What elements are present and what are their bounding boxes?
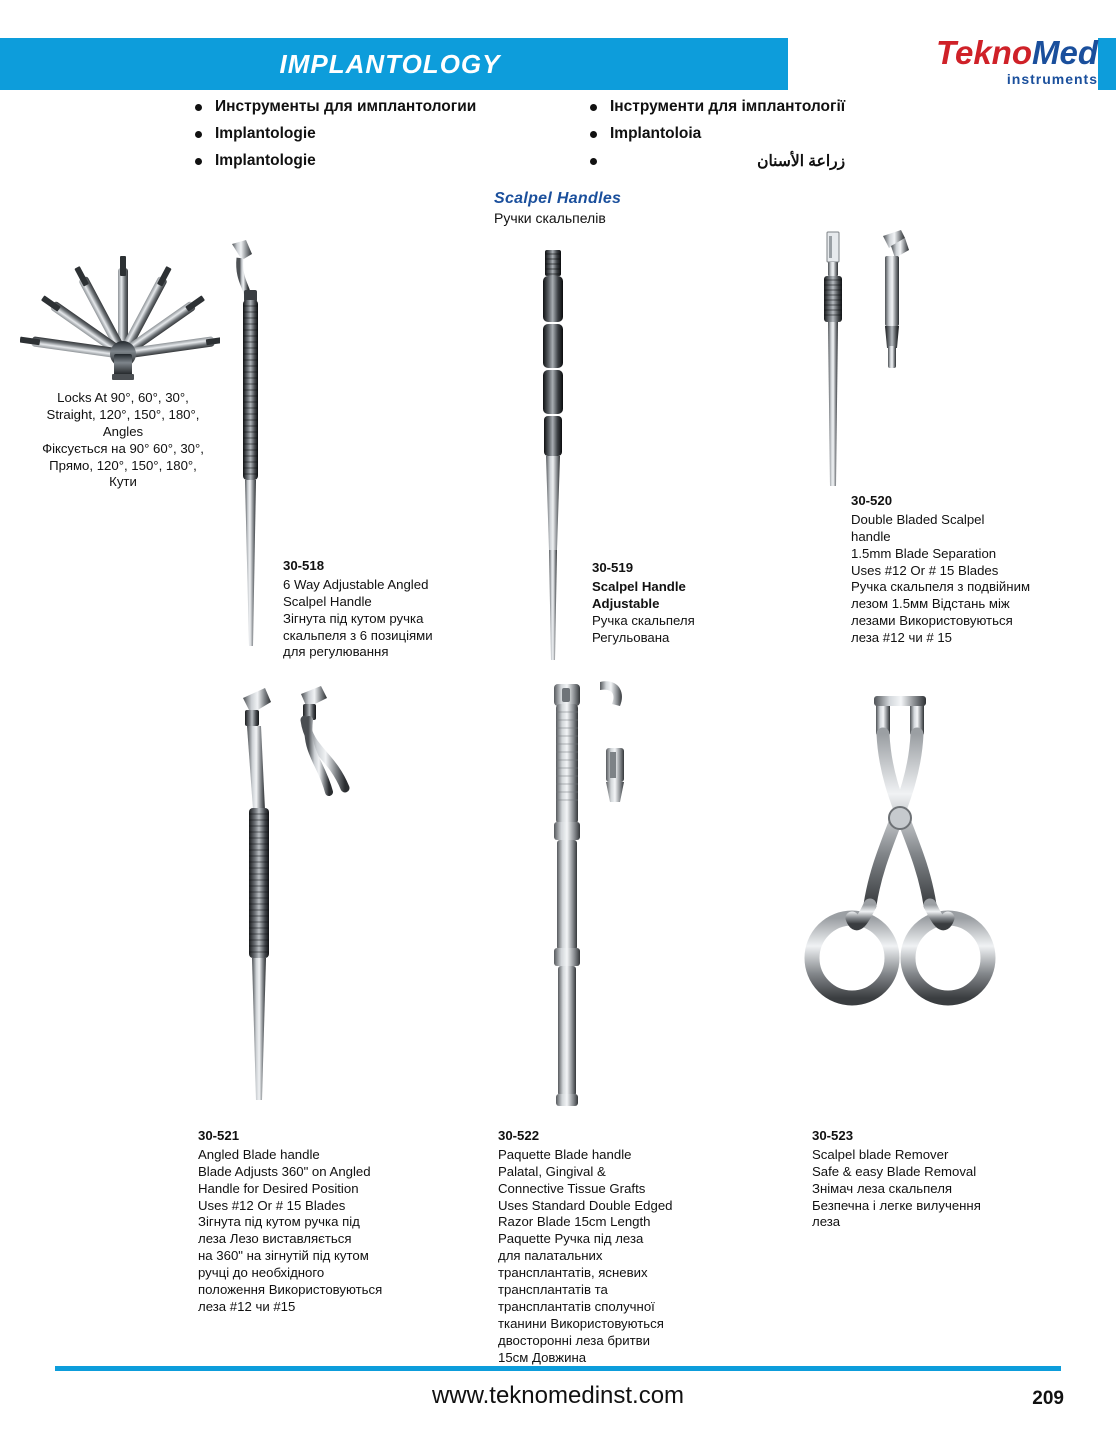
caption-line: трансплантатів, ясневих: [498, 1265, 648, 1281]
caption-line: Ручка скальпеля з подвійним: [851, 579, 1031, 595]
caption-line: Palatal, Gingival &: [498, 1163, 606, 1179]
caption-line: леза Лезо виставляється: [198, 1231, 352, 1247]
caption-line: 15см Довжина: [498, 1349, 587, 1365]
caption-line: Ручка скальпеля: [592, 612, 695, 628]
list-item: Implantologie: [195, 125, 476, 143]
caption-line: Paquette Ручка під леза: [498, 1231, 644, 1247]
figure-30-520: [805, 228, 935, 498]
product-code: 30-523: [812, 1128, 854, 1143]
caption-line: Scalpel blade Remover: [812, 1146, 949, 1162]
product-code: 30-522: [498, 1128, 540, 1143]
caption-line: Зігнута під кутом ручка під: [198, 1214, 360, 1230]
caption-line: 1.5mm Blade Separation: [851, 545, 997, 561]
caption-line: Uses #12 Or # 15 Blades: [851, 562, 999, 578]
list-item: Implantoloia: [590, 125, 845, 143]
caption-30-520: [851, 493, 1051, 647]
caption-angles-note: [18, 390, 228, 491]
logo-tekno: Tekno: [936, 33, 1032, 71]
figure-30-522: [540, 676, 650, 1116]
section-heading: [494, 190, 621, 226]
logo-med: Med: [1032, 33, 1098, 71]
product-code: 30-519: [592, 560, 634, 575]
caption-30-522: [498, 1128, 703, 1366]
caption-line: Paquette Blade handle: [498, 1146, 632, 1162]
caption-30-519: [592, 560, 762, 646]
logo-wordmark: [936, 33, 1098, 71]
caption-line: Safe & easy Blade Removal: [812, 1163, 977, 1179]
figure-six-way-angled-handle: [20, 250, 220, 380]
list-item: Інструменти для імплантології: [590, 98, 845, 116]
caption-30-518: [283, 558, 468, 661]
caption-line: Прямо, 120°, 150°, 180°,: [49, 457, 197, 473]
caption-line: на 360" на зігнутій під кутом: [198, 1248, 369, 1264]
caption-line: Handle for Desired Position: [198, 1180, 359, 1196]
caption-line: леза: [812, 1214, 841, 1230]
caption-line: для регулювання: [283, 644, 389, 660]
caption-line: handle: [851, 528, 891, 544]
caption-line: Регульована: [592, 629, 670, 645]
product-code: 30-518: [283, 558, 325, 573]
caption-line: лезами Використовуються: [851, 613, 1013, 629]
caption-line: Uses #12 Or # 15 Blades: [198, 1197, 346, 1213]
language-list-right: [590, 98, 845, 180]
section-title-ua: Ручки скальпелів: [494, 210, 606, 226]
figure-30-523: [790, 690, 1020, 1110]
caption-line: тканини Використовуються: [498, 1315, 664, 1331]
figure-30-521: [205, 680, 385, 1120]
footer-divider: [55, 1366, 1061, 1371]
page-title: IMPLANTOLOGY: [279, 48, 501, 79]
list-item: زراعة الأسنان: [590, 152, 845, 171]
caption-line: ручці до необхідного: [198, 1265, 325, 1281]
caption-line: 6 Way Adjustable Angled: [283, 576, 429, 592]
list-item: Implantologie: [195, 152, 476, 170]
caption-line: леза #12 чи #15: [198, 1298, 296, 1314]
caption-line: Безпечна і легке вилучення: [812, 1197, 981, 1213]
caption-line: положення Використовуються: [198, 1282, 383, 1298]
caption-line: для палатальних: [498, 1248, 603, 1264]
caption-line: трансплантатів та: [498, 1282, 608, 1298]
figure-30-519: [525, 250, 585, 670]
caption-line: двосторонні леза бритви: [498, 1332, 650, 1348]
section-title-en: Scalpel Handles: [494, 190, 622, 207]
caption-line: Знімач леза скальпеля: [812, 1180, 953, 1196]
figure-30-518: [222, 238, 286, 658]
brand-logo: [788, 30, 1098, 92]
caption-line: Scalpel Handle: [592, 578, 686, 594]
caption-line: лезом 1.5мм Відстань між: [851, 596, 1010, 612]
logo-subtitle: instruments: [1006, 70, 1098, 87]
caption-line: Фіксується на 90° 60°, 30°,: [42, 440, 204, 456]
caption-line: Razor Blade 15cm Length: [498, 1214, 651, 1230]
list-item: Инструменты для имплантологии: [195, 98, 476, 116]
caption-line: Blade Adjusts 360" on Angled: [198, 1163, 371, 1179]
page-number: 209: [1032, 1388, 1064, 1409]
caption-line: Angled Blade handle: [198, 1146, 320, 1162]
product-code: 30-521: [198, 1128, 240, 1143]
language-list-left: [195, 98, 476, 179]
caption-line: Angles: [102, 423, 144, 439]
caption-line: Connective Tissue Grafts: [498, 1180, 646, 1196]
caption-line: Straight, 120°, 150°, 180°,: [46, 406, 200, 422]
caption-line: Кути: [109, 474, 137, 490]
caption-line: Uses Standard Double Edged: [498, 1197, 673, 1213]
caption-line: Scalpel Handle: [283, 593, 372, 609]
caption-line: Adjustable: [592, 595, 660, 611]
caption-line: Double Bladed Scalpel: [851, 511, 985, 527]
footer-url[interactable]: www.teknomedinst.com: [431, 1382, 685, 1409]
caption-line: Locks At 90°, 60°, 30°,: [57, 390, 189, 405]
caption-line: скальпеля з 6 позиціями: [283, 627, 433, 643]
caption-line: трансплантатів сполучної: [498, 1298, 655, 1314]
caption-line: Зігнута під кутом ручка: [283, 610, 424, 626]
caption-30-521: [198, 1128, 408, 1316]
caption-30-523: [812, 1128, 1012, 1231]
product-code: 30-520: [851, 493, 893, 508]
caption-line: леза #12 чи # 15: [851, 630, 953, 646]
